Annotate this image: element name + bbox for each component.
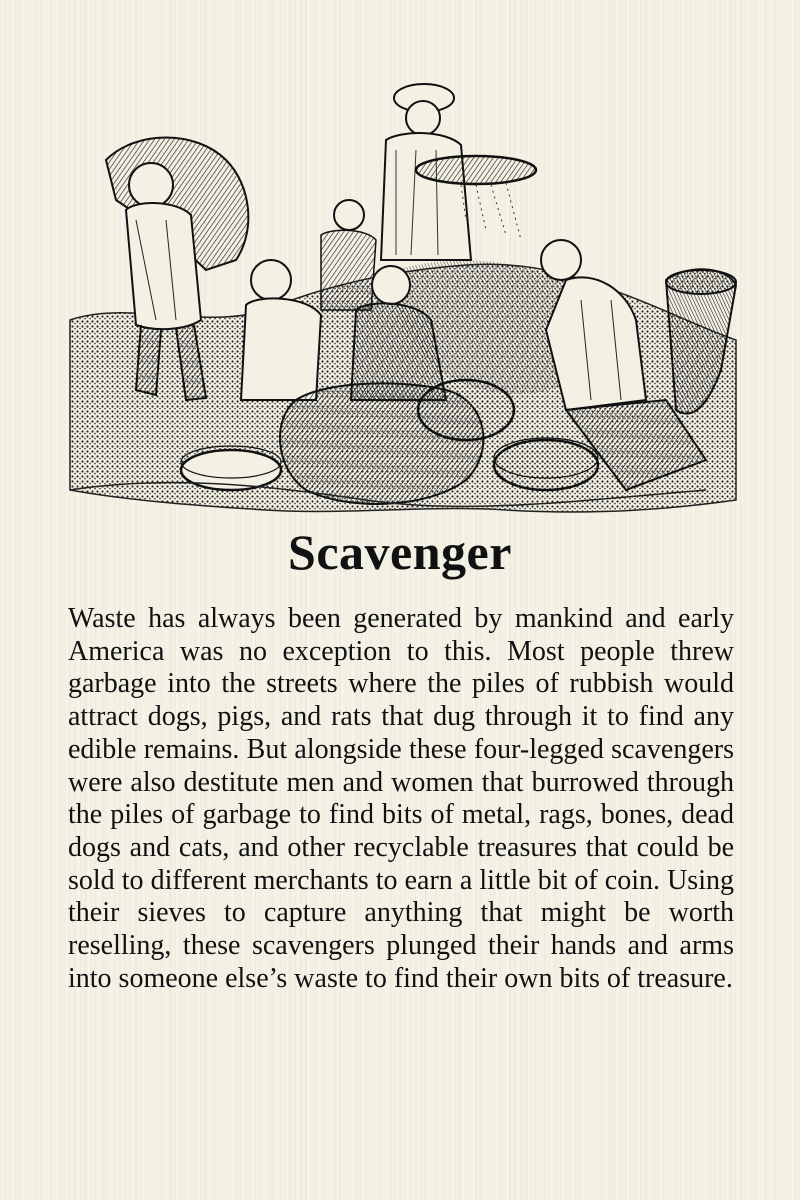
body-paragraph: Waste has always been generated by mankind and early America was no exception to this. Most people threw garbage into the streets where the piles of rubbish would attract dogs, pigs, and rats that dug through it to find any edible remains. But alongside these four-legged scavengers were also destitute men and women that burrowed through the piles of garbage to find bits of metal, rags, bones, dead dogs and cats, and other recyclable treasures that could be sold to different merchants to earn a little bit of coin. Using their sieves to capture anything that might be worth reselling, these scavengers plunged their hands and arms into someone else’s waste to find their own bits of treasure.	[68, 603, 734, 994]
scavengers-illustration	[66, 70, 740, 530]
page-title: Scavenger	[288, 524, 512, 580]
engraving-icon	[66, 70, 740, 530]
